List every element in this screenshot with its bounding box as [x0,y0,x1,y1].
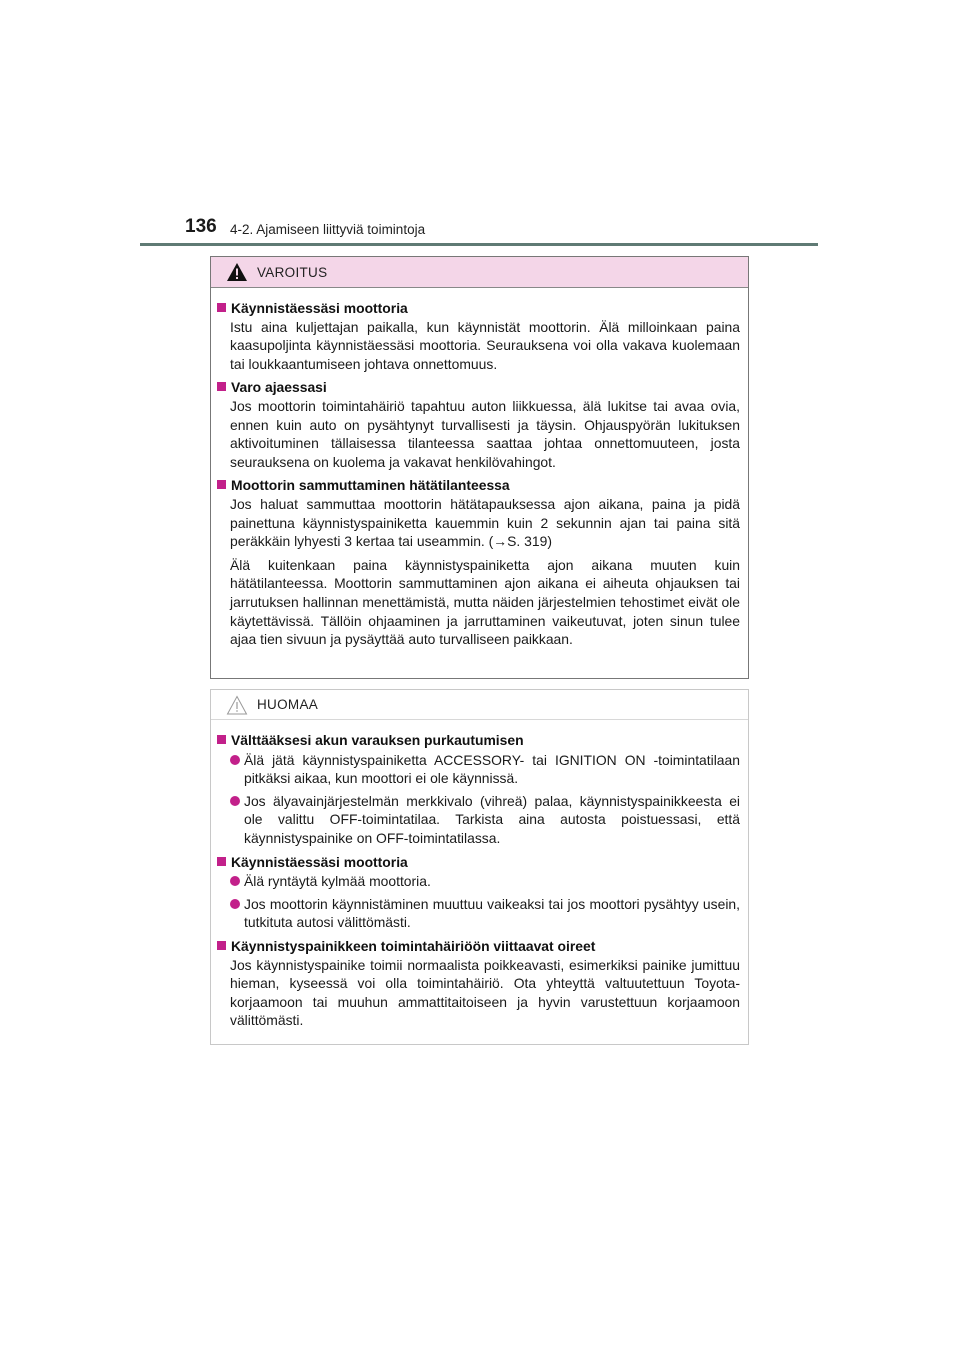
caution-triangle-icon [226,695,248,715]
warning-item-emergency-stop [217,476,740,648]
notice-header [211,690,748,720]
item-title: Käynnistäessäsi moottoria [231,300,408,316]
square-bullet-icon [217,735,226,744]
list-item: Jos moottorin käynnistäminen muuttuu vaikeaksi tai jos moottori pysähtyy usein, tutkituta autosi välittömästi. [230,895,740,932]
bullet-list [230,872,740,932]
round-bullet-icon [230,796,240,806]
notice-item-battery [217,731,740,848]
item-paragraph: Älä kuitenkaan paina käynnistyspainiketta ajon aikana muuten kuin hätätilanteessa. Moottorin sammuttaminen ajon aikana ei aiheuta ohjauksen tai jarrutuksen hallinnan menettämistä, mutta näiden järjestelmien tehostimet eivät ole käytettävissä. Tällöin ohjaaminen ja jarruttaminen vaikeutuvat, joten sinun tulee ajaa tien sivuun ja pysäyttää auto turvalliseen paikkaan. [230,556,740,648]
item-paragraph: Istu aina kuljettajan paikalla, kun käynnistät moottorin. Älä milloinkaan paina kaasupoljinta käynnistäessäsi moottoria. Seurauksena voi olla vakava kuolemaan tai loukkaantumiseen johtava onnettomuus. [230,318,740,372]
warning-header [211,257,748,288]
item-title: Välttääksesi akun varauksen purkautumisen [231,732,524,748]
page-number: 136 [185,216,217,237]
item-title: Moottorin sammuttaminen hätätilanteessa [231,477,510,494]
item-paragraph: Jos käynnistyspainike toimii normaalista poikkeavasti, esimerkiksi painike jumittuu hieman, kyseessä voi olla toimintahäiriö. Ota yhteyttä valtuutettuun Toyota-korjaamoon tai muuhun ammattitaitoiseen ja hyvin varustettuun korjaamoon välittömästi. [230,956,740,1029]
warning-label: VAROITUS [257,264,328,280]
list-item: Älä jätä käynnistyspainiketta ACCESSORY- tai IGNITION ON -toimintatilaan pitkäksi aikaa, kun moottori ei ole käynnissä. [230,751,740,788]
item-title: Varo ajaessasi [231,379,327,396]
round-bullet-icon [230,876,240,886]
section-title: 4-2. Ajamiseen liittyviä toimintoja [230,222,426,237]
header-rule [140,243,818,246]
warning-body [211,288,748,649]
warning-box [210,256,749,679]
notice-box [210,689,749,1045]
warning-item-driving [217,378,740,471]
round-bullet-icon [230,899,240,909]
warning-triangle-icon [226,262,248,282]
item-title: Käynnistäessäsi moottoria [231,853,408,870]
square-bullet-icon [217,303,226,312]
square-bullet-icon [217,382,226,391]
list-item: Älä ryntäytä kylmää moottoria. [230,872,740,891]
page-header [0,0,960,250]
notice-item-button-malfunction [217,937,740,1030]
item-title: Käynnistyspainikkeen toimintahäiriöön viittaavat oireet [231,937,596,954]
notice-label: HUOMAA [257,697,319,712]
notice-item-start-engine [217,853,740,932]
item-paragraph: Jos haluat sammuttaa moottorin hätätapauksessa ajon aikana, paina ja pidä painettuna käynnistyspainiketta kauemmin kuin 2 sekunnin ajan tai paina sitä peräkkäin lyhyesti 3 kertaa tai useammin. (→S. 319) [230,495,740,550]
bullet-list [230,751,740,848]
warning-item-start-engine [217,299,740,373]
list-item: Jos älyavainjärjestelmän merkkivalo (vihreä) palaa, käynnistyspainikkeesta ei ole valittu OFF-toimintatilaa. Tarkista aina autosta poistuessasi, että käynnistyspainike on OFF-toimintatilassa. [230,792,740,848]
round-bullet-icon [230,755,240,765]
square-bullet-icon [217,857,226,866]
square-bullet-icon [217,480,226,489]
item-paragraph: Jos moottorin toimintahäiriö tapahtuu auton liikkuessa, älä lukitse tai avaa ovia, ennen kuin auto on pysähtynyt turvallisesti ja täysin. Ohjauspyörän lukituksen aktivoituminen tällaisessa tilanteessa saattaa johtaa onnettomuuteen, josta seurauksena on kuolema ja vakavat henkilövahingot. [230,397,740,470]
notice-body [211,720,748,1030]
square-bullet-icon [217,941,226,950]
